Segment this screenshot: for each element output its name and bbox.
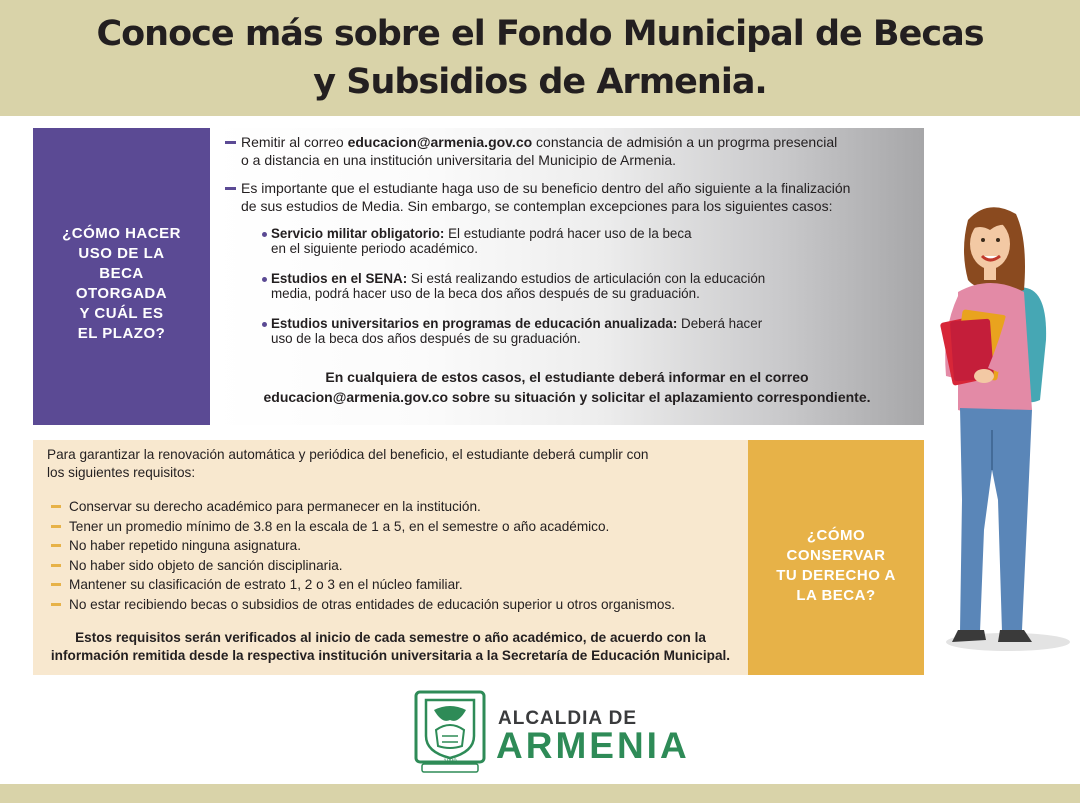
purple-bullet-icon [225,141,236,144]
label-line: EL PLAZO? [77,325,166,342]
label-line: ¿CÓMO [806,527,866,544]
purple-bullet-icon [225,187,236,190]
logo-text-line-1: ALCALDIA DE [498,708,638,729]
footer-band [0,784,1080,803]
list-item: No haber sido objeto de sanción disciplinaria. [51,556,675,576]
logo-text-line-2: ARMENIA [496,725,690,766]
label-line: OTORGADA [75,285,168,302]
section-2-label [748,526,924,606]
dash-bullet-icon [51,544,61,547]
list-item: Mantener su clasificación de estrato 1, 2 o 3 en el núcleo familiar. [51,575,675,595]
exception-case-sena: Estudios en el SENA: Si está realizando estudios de articulación con la educación media, podrá hacer uso de la beca dos años después de su graduación. [271,271,766,301]
list-item: No haber repetido ninguna asignatura. [51,536,675,556]
exception-case-university: Estudios universitarios en programas de educación anualizada: Deberá hacer uso de la beca dos años después de su graduación. [271,316,763,346]
requirements-intro: Para garantizar la renovación automática y periódica del beneficio, el estudiante deberá cumplir con los siguientes requisitos: [47,447,649,480]
title-line-2: y Subsidios de Armenia. [313,62,767,102]
label-line: LA BECA? [796,587,876,604]
section-1-label [33,224,210,344]
dash-bullet-icon [51,525,61,528]
email-link[interactable]: educacion@armenia.gov.co [347,134,533,150]
section-2-label-box [748,440,924,675]
label-line: USO DE LA [78,245,165,262]
postponement-notice: En cualquiera de estos casos, el estudiante deberá informar en el correo educacion@armenia.gov.co sobre su situación y solicitar el aplazamiento correspondiente. [263,369,871,405]
instruction-paragraph-2: Es importante que el estudiante haga uso de su beneficio dentro del año siguiente a la finalización de sus estudios de Media. Sin embargo, se contemplan excepciones para los siguientes casos: [241,180,851,214]
student-illustration [928,200,1078,660]
alcaldia-logo [412,690,732,776]
title-line-1: Conoce más sobre el Fondo Municipal de Becas [96,14,984,54]
label-line: BECA [99,265,144,282]
page-title [0,10,1080,106]
requirements-list [51,497,675,615]
label-line: ¿CÓMO HACER [62,225,181,242]
list-item: Conservar su derecho académico para permanecer en la institución. [51,497,675,517]
dash-bullet-icon [51,583,61,586]
bullet-dot-icon [262,277,267,282]
label-line: CONSERVAR [786,547,886,564]
section-1-label-box [33,128,210,425]
dash-bullet-icon [51,603,61,606]
list-item: Tener un promedio mínimo de 3.8 en la escala de 1 a 5, en el semestre o año académico. [51,517,675,537]
list-item: No estar recibiendo becas o subsidios de otras entidades de educación superior u otros organismos. [51,595,675,615]
logo-year: 1889 [443,759,457,765]
dash-bullet-icon [51,505,61,508]
bullet-dot-icon [262,232,267,237]
instruction-paragraph-1: Remitir al correo educacion@armenia.gov.co constancia de admisión a un progrma presencial o a distancia en una institución universitaria del Municipio de Armenia. [241,134,838,168]
label-line: TU DERECHO A [776,567,896,584]
label-line: Y CUÁL ES [79,305,164,322]
header-band [0,0,1080,116]
dash-bullet-icon [51,564,61,567]
section-1-body [210,128,924,425]
bullet-dot-icon [262,322,267,327]
exception-case-military: Servicio militar obligatorio: El estudiante podrá hacer uso de la beca en el siguiente periodo académico. [271,226,692,256]
section-2-body [33,440,748,675]
verification-note: Estos requisitos serán verificados al inicio de cada semestre o año académico, de acuerdo con la información remitida desde la respectiva institución universitaria a la Secretaría de Educación Municipal. [50,630,731,663]
